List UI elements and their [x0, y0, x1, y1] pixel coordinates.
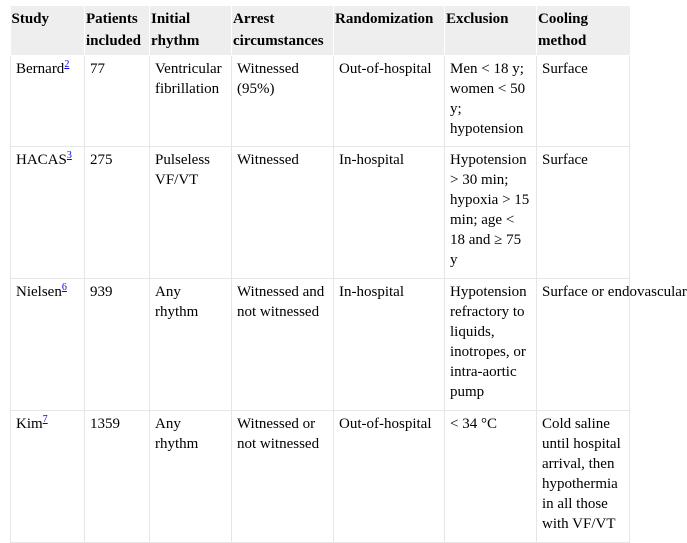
cooling-cell: Surface or endovascular [537, 279, 630, 411]
cooling-cell: Surface [537, 56, 630, 147]
arrest-cell: Witnessed (95%) [232, 56, 334, 147]
arrest-cell: Witnessed or not witnessed [232, 411, 334, 543]
reference-link[interactable]: 7 [42, 414, 48, 425]
patients-cell: 275 [85, 147, 150, 279]
arrest-cell: Witnessed and not witnessed [232, 279, 334, 411]
header-study: Study [11, 6, 85, 56]
study-name: Kim [16, 416, 43, 432]
header-row [11, 6, 630, 56]
header-patients: Patients included [85, 6, 150, 56]
exclusion-cell: Men < 18 y; women < 50 y; hypotension [445, 56, 537, 147]
arrest-cell: Witnessed [232, 147, 334, 279]
trials-table [10, 6, 687, 543]
study-name: Bernard [16, 61, 65, 77]
header-exclusion: Exclusion [445, 6, 537, 56]
rhythm-cell: Ventricular fibrillation [150, 56, 232, 147]
randomization-cell: Out-of-hospital [334, 56, 445, 147]
randomization-cell: In-hospital [334, 279, 445, 411]
table-header [11, 6, 630, 56]
randomization-cell: In-hospital [334, 147, 445, 279]
table-row [11, 56, 630, 147]
rhythm-cell: Any rhythm [150, 411, 232, 543]
study-name: Nielsen [16, 284, 62, 300]
header-arrest-circumstances: Arrest circumstances [232, 6, 334, 56]
reference-link[interactable]: 6 [61, 282, 67, 293]
patients-cell: 939 [85, 279, 150, 411]
header-randomization: Randomization [334, 6, 445, 56]
table-row [11, 279, 630, 411]
patients-cell: 77 [85, 56, 150, 147]
rhythm-cell: Any rhythm [150, 279, 232, 411]
study-cell [11, 279, 85, 411]
patients-cell: 1359 [85, 411, 150, 543]
header-cooling-method: Cooling method [537, 6, 630, 56]
study-cell [11, 56, 85, 147]
table-row [11, 411, 630, 543]
header-initial-rhythm: Initial rhythm [150, 6, 232, 56]
table-body [11, 56, 687, 543]
study-cell [11, 147, 85, 279]
rhythm-cell: Pulseless VF/VT [150, 147, 232, 279]
exclusion-cell: Hypotension > 30 min; hypoxia > 15 min; age < 18 and ≥ 75 y [445, 147, 537, 279]
exclusion-cell: < 34 °C [445, 411, 537, 543]
cooling-cell: Surface [537, 147, 630, 279]
reference-link[interactable]: 3 [66, 150, 72, 161]
study-cell [11, 411, 85, 543]
reference-link[interactable]: 2 [64, 59, 70, 70]
study-name: HACAS [16, 152, 67, 168]
table-row [11, 147, 630, 279]
randomization-cell: Out-of-hospital [334, 411, 445, 543]
cooling-cell: Cold saline until hospital arrival, then hypothermia in all those with VF/VT [537, 411, 630, 543]
exclusion-cell: Hypotension refractory to liquids, inotropes, or intra-aortic pump [445, 279, 537, 411]
